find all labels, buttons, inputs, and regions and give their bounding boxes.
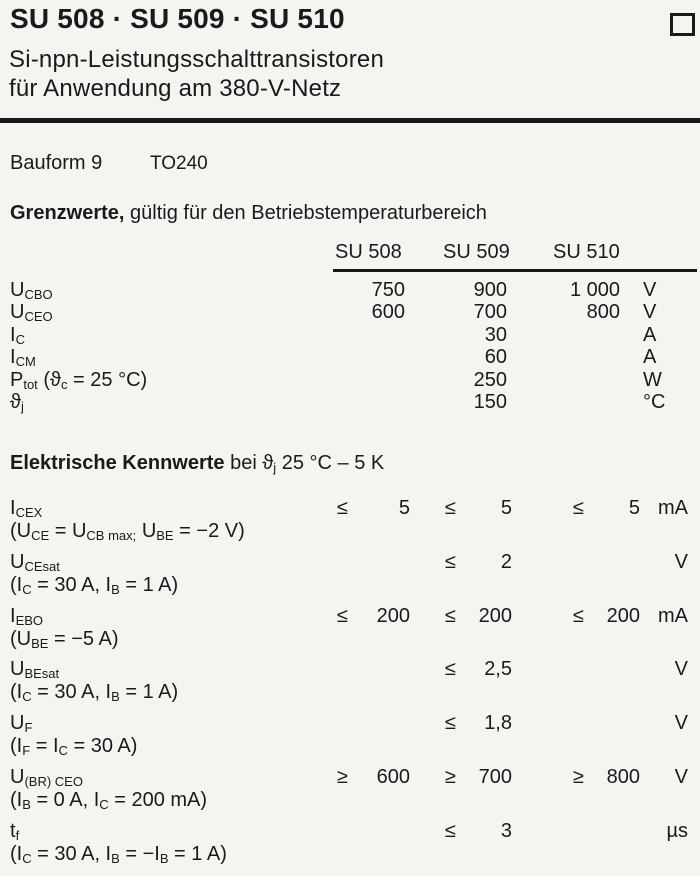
subscript: f (15, 827, 20, 843)
text-run: = U (49, 520, 87, 542)
characteristic-value: 2 (500, 550, 512, 573)
subscript: B (22, 797, 31, 812)
test-conditions (0, 520, 700, 547)
parameter-label (0, 766, 83, 788)
text-run: (I (10, 681, 23, 704)
text-run: U (136, 520, 157, 542)
subscript: F (24, 720, 33, 736)
text-run: t (10, 819, 16, 842)
text-run: (I (10, 735, 23, 758)
column-header-su509: SU 509 (443, 241, 510, 263)
limit-value: 900 (473, 279, 507, 301)
characteristic-row (0, 657, 700, 708)
characteristic-row (0, 765, 700, 816)
text-run: I (10, 323, 16, 346)
characteristic-value: 700 (478, 766, 512, 788)
subscript: C (15, 331, 25, 347)
unit-label: A (643, 323, 657, 346)
characteristic-row (0, 550, 700, 601)
text-run: = 200 mA) (108, 789, 208, 811)
subscript: BEsat (24, 666, 60, 682)
unit-label: mA (658, 497, 688, 519)
unit-label: V (674, 658, 688, 681)
characteristic-value: 1,8 (484, 712, 512, 735)
test-conditions (0, 843, 700, 870)
text-run: = 30 A, I (31, 842, 112, 865)
limit-value: 600 (371, 301, 405, 324)
characteristic-value: 800 (606, 766, 640, 788)
subscript: (BR) CEO (24, 774, 83, 789)
subtitle-line-1: Si-npn-Leistungsschalttransistoren (9, 46, 384, 73)
text-run: (I (10, 789, 23, 811)
text-run: U (10, 712, 25, 735)
subscript: tot (23, 376, 38, 392)
parameter-label (0, 605, 43, 627)
text-run: = 0 A, I (30, 789, 100, 811)
unit-label: A (643, 346, 657, 369)
characteristic-value-line (0, 819, 700, 843)
comparison-sign: ≤ (573, 497, 584, 519)
comparison-sign: ≤ (445, 550, 456, 573)
text-run: I (10, 604, 16, 627)
column-header-su508: SU 508 (335, 241, 402, 263)
characteristic-value: 600 (376, 766, 410, 788)
unit-label: V (643, 279, 657, 301)
subscript: CBO (24, 287, 53, 302)
text-run: I (10, 497, 16, 519)
subscript: BE (31, 635, 49, 651)
subscript: CEO (24, 309, 53, 325)
text-run: U (10, 279, 25, 301)
parameter-label (0, 820, 19, 842)
subscript: B (159, 850, 169, 866)
text-run: (I (10, 573, 23, 596)
unit-label: V (674, 712, 688, 735)
subscript: j (273, 460, 277, 475)
text-run: = −5 A) (48, 627, 119, 650)
text-run: ϑ (10, 390, 21, 413)
limits-heading-rest: gültig für den Betriebstemperaturbereich (124, 202, 487, 224)
text-run: (U (10, 520, 32, 542)
text-run: P (10, 368, 24, 391)
limit-value: 700 (473, 301, 507, 324)
text-run: U (10, 658, 25, 681)
text-run: U (10, 301, 25, 324)
unit-label: V (674, 766, 688, 788)
characteristic-value: 2,5 (484, 658, 512, 681)
unit-label: W (643, 368, 662, 391)
test-conditions (0, 574, 700, 601)
comparison-sign: ≤ (445, 497, 456, 519)
subscript: CE (31, 528, 50, 543)
comparison-sign: ≥ (445, 766, 456, 788)
subscript: EBO (15, 612, 44, 628)
limit-value: 30 (484, 323, 507, 346)
text-run: = 1 A) (119, 573, 179, 596)
electrical-heading-bold: Elektrische Kennwerte (10, 452, 225, 474)
test-conditions (0, 628, 700, 655)
characteristic-row (0, 711, 700, 762)
comparison-sign: ≤ (337, 604, 348, 627)
characteristic-value: 200 (606, 604, 640, 627)
characteristic-value: 3 (500, 819, 512, 842)
limit-value: 60 (484, 346, 507, 369)
subscript: C (99, 797, 109, 812)
text-run: = −2 V) (173, 520, 245, 542)
text-run: 25 °C – 5 K (276, 452, 385, 474)
subscript: CEX (15, 505, 43, 520)
unit-label: mA (658, 604, 688, 627)
subscript: BE (156, 528, 174, 543)
limit-value: 1 000 (569, 279, 620, 301)
characteristic-value-line (0, 604, 700, 628)
characteristic-row (0, 819, 700, 870)
limit-value: 800 (586, 301, 620, 324)
parameter-label (0, 497, 42, 519)
limit-value: 150 (473, 390, 507, 413)
parameter-label (0, 712, 32, 734)
text-run: = 1 A) (168, 842, 227, 865)
characteristic-row (0, 604, 700, 655)
comparison-sign: ≥ (573, 766, 584, 788)
characteristic-value: 5 (628, 497, 640, 519)
text-run: = 30 A, I (31, 681, 112, 704)
text-run: (ϑ (37, 368, 61, 391)
subscript: CEsat (24, 558, 60, 574)
limit-value: 250 (473, 368, 507, 391)
characteristic-value: 5 (398, 497, 410, 519)
test-conditions (0, 681, 700, 708)
subscript: F (22, 743, 31, 759)
unit-label: V (674, 550, 688, 573)
comparison-sign: ≤ (445, 658, 456, 681)
characteristic-value: 5 (500, 497, 512, 519)
subtitle-line-2: für Anwendung am 380-V-Netz (9, 75, 342, 102)
subscript: C (58, 743, 68, 759)
subscript: B (111, 850, 120, 866)
subscript: CM (15, 354, 36, 370)
text-run: (U (10, 627, 32, 650)
bauform-value: TO240 (150, 153, 208, 174)
subscript: B (111, 581, 120, 597)
comparison-sign: ≤ (445, 712, 456, 735)
characteristic-value-line (0, 496, 700, 520)
limit-value: 750 (371, 279, 405, 301)
characteristic-value-line (0, 657, 700, 681)
text-run: = 25 °C) (67, 368, 148, 391)
text-run: (I (10, 842, 23, 865)
limits-heading-bold: Grenzwerte, (10, 202, 125, 224)
subscript: j (20, 398, 24, 414)
text-run: = −I (119, 842, 160, 865)
comparison-sign: ≤ (573, 604, 584, 627)
unit-label: V (643, 301, 657, 324)
subscript: C (22, 850, 32, 866)
column-header-su510: SU 510 (553, 241, 620, 263)
subscript: C (22, 581, 32, 597)
text-run: = 30 A, I (31, 573, 112, 596)
comparison-sign: ≤ (337, 497, 348, 519)
characteristic-value-line (0, 711, 700, 735)
text-run: = 1 A) (119, 681, 179, 704)
comparison-sign: ≤ (445, 604, 456, 627)
text-run: I (10, 346, 16, 369)
page-title: SU 508 · SU 509 · SU 510 (10, 3, 345, 34)
parameter-label (0, 551, 60, 573)
parameter-label (0, 658, 59, 680)
subscript: CB max; (86, 528, 137, 543)
text-run: bei ϑ (224, 452, 274, 474)
test-conditions (0, 735, 700, 762)
characteristic-value-line (0, 550, 700, 574)
characteristic-value: 200 (478, 604, 512, 627)
characteristic-value: 200 (376, 604, 410, 627)
text-run: = 30 A) (67, 735, 138, 758)
comparison-sign: ≥ (337, 766, 348, 788)
comparison-sign: ≤ (445, 819, 456, 842)
bauform-label: Bauform 9 (10, 152, 103, 174)
text-run: = I (30, 735, 59, 758)
characteristic-row (0, 496, 700, 547)
unit-label: °C (643, 390, 666, 413)
characteristic-value-line (0, 765, 700, 789)
subscript: c (60, 376, 68, 392)
unit-label: µs (666, 819, 688, 842)
subscript: B (111, 689, 120, 705)
text-run: U (10, 550, 25, 573)
test-conditions (0, 789, 700, 816)
text-run: U (10, 766, 25, 788)
subscript: C (22, 689, 32, 705)
